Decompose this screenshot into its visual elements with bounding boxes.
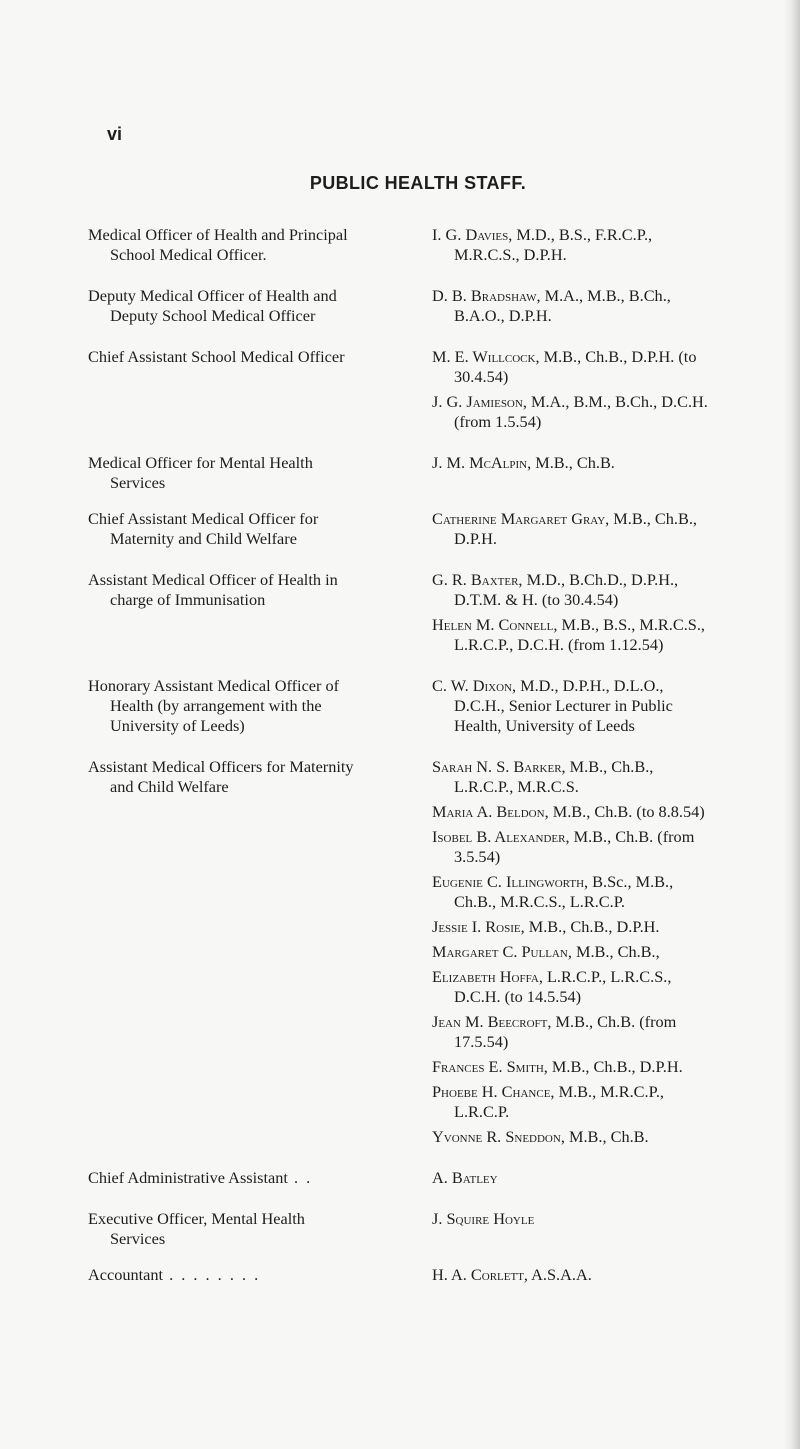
- leader-dots: . .: [287, 1168, 313, 1187]
- role-line: and Child Welfare: [110, 777, 229, 796]
- holder-name: Jessie I. Rosie,: [432, 917, 525, 936]
- holder-name: H. A. Corlett,: [432, 1265, 528, 1284]
- office-holder: [432, 917, 713, 937]
- holder-name: Sarah N. S. Barker,: [432, 757, 566, 776]
- office-holder: [432, 615, 713, 655]
- holder-qualifications: M.B., Ch.B.,: [571, 942, 660, 961]
- holder-name: J. M. McAlpin,: [432, 453, 532, 472]
- holder-qualifications: M.B., Ch.B., D.P.H.: [547, 1057, 683, 1076]
- office-holder: [432, 872, 713, 912]
- office-holders: [420, 757, 713, 1152]
- holder-name: M. E. Willcock,: [432, 347, 540, 366]
- role-title: [88, 347, 420, 367]
- office-holder: [432, 1012, 713, 1052]
- office-holder: [432, 347, 713, 387]
- holder-qualifications: M.D., B.Ch.D., D.P.H., D.T.M. & H. (to 30.4.54): [454, 570, 679, 609]
- holder-name: G. R. Baxter,: [432, 570, 523, 589]
- role-line: Services: [110, 473, 166, 492]
- role-line: School Medical Officer.: [110, 245, 267, 264]
- office-holders: [420, 286, 713, 331]
- office-holders: [420, 676, 713, 741]
- office-holder: [432, 453, 713, 473]
- holder-name: Frances E. Smith,: [432, 1057, 548, 1076]
- office-holder: [432, 392, 713, 432]
- holder-name: Eugenie C. Illingworth,: [432, 872, 589, 891]
- role-title: [88, 286, 420, 326]
- office-holder: [432, 1265, 713, 1285]
- holder-qualifications: M.B., Ch.B.: [531, 453, 615, 472]
- office-holders: [420, 453, 713, 478]
- role-line: Assistant Medical Officers for Maternity: [88, 757, 354, 776]
- staff-row: [88, 225, 713, 270]
- role-line: Maternity and Child Welfare: [110, 529, 297, 548]
- holder-name: C. W. Dixon,: [432, 676, 517, 695]
- office-holders: [420, 509, 713, 554]
- office-holders: [420, 225, 713, 270]
- staff-list: [88, 225, 713, 1306]
- role-line: Chief Assistant Medical Officer for: [88, 509, 319, 528]
- role-line: Services: [110, 1229, 166, 1248]
- role-title: [88, 1265, 420, 1285]
- page-title: PUBLIC HEALTH STAFF.: [309, 173, 527, 193]
- office-holders: [420, 347, 713, 437]
- role-line: Medical Officer of Health and Principal: [88, 225, 348, 244]
- holder-name: Phoebe H. Chance,: [432, 1082, 555, 1101]
- holder-name: Elizabeth Hoffa,: [432, 967, 543, 986]
- holder-name: Helen M. Connell,: [432, 615, 558, 634]
- staff-row: [88, 676, 713, 741]
- office-holder: [432, 757, 713, 797]
- role-line: Accountant: [88, 1265, 164, 1284]
- leader-dots: . . . . . . . .: [163, 1265, 261, 1284]
- holder-name: Margaret C. Pullan,: [432, 942, 572, 961]
- office-holder: [432, 1168, 713, 1188]
- role-title: [88, 225, 420, 265]
- office-holders: [420, 1209, 713, 1234]
- office-holder: [432, 1127, 713, 1147]
- holder-name: Isobel B. Alexander,: [432, 827, 570, 846]
- role-line: Medical Officer for Mental Health: [88, 453, 313, 472]
- role-title: [88, 570, 420, 610]
- holder-name: Catherine Margaret Gray,: [432, 509, 610, 528]
- office-holder: [432, 1209, 713, 1229]
- holder-name: A. Batley: [432, 1168, 498, 1187]
- office-holder: [432, 802, 713, 822]
- holder-qualifications: M.D., D.P.H., D.L.O., D.C.H., Senior Lecturer in Public Health, University of Leeds: [454, 676, 673, 735]
- holder-name: Yvonne R. Sneddon,: [432, 1127, 565, 1146]
- role-title: [88, 1168, 420, 1188]
- holder-qualifications: M.B., Ch.B., D.P.H.: [454, 509, 697, 548]
- role-line: Assistant Medical Officer of Health in: [88, 570, 338, 589]
- staff-row: [88, 1209, 713, 1249]
- office-holder: [432, 676, 713, 736]
- holder-name: J. Squire Hoyle: [432, 1209, 535, 1228]
- office-holder: [432, 1057, 713, 1077]
- role-title: [88, 509, 420, 549]
- holder-qualifications: A.S.A.A.: [528, 1265, 592, 1284]
- role-line: Honorary Assistant Medical Officer of: [88, 676, 340, 695]
- office-holder: [432, 286, 713, 326]
- holder-qualifications: B.Sc., M.B., Ch.B., M.R.C.S., L.R.C.P.: [454, 872, 674, 911]
- holder-name: Jean M. Beecroft,: [432, 1012, 552, 1031]
- role-title: [88, 757, 420, 797]
- role-line: Chief Assistant School Medical Officer: [88, 347, 345, 366]
- role-line: Deputy School Medical Officer: [110, 306, 316, 325]
- staff-row: [88, 509, 713, 554]
- holder-name: I. G. Davies,: [432, 225, 513, 244]
- role-line: charge of Immunisation: [110, 590, 266, 609]
- staff-row: [88, 1265, 713, 1290]
- role-line: Health (by arrangement with the: [110, 696, 322, 715]
- office-holder: [432, 509, 713, 549]
- role-line: Deputy Medical Officer of Health and: [88, 286, 337, 305]
- staff-row: [88, 757, 713, 1152]
- office-holder: [432, 570, 713, 610]
- staff-row: [88, 453, 713, 493]
- office-holder: [432, 942, 713, 962]
- holder-qualifications: M.B., Ch.B. (from 17.5.54): [454, 1012, 677, 1051]
- role-title: [88, 453, 420, 493]
- holder-qualifications: L.R.C.P., L.R.C.S., D.C.H. (to 14.5.54): [454, 967, 672, 1006]
- office-holder: [432, 225, 713, 265]
- holder-qualifications: M.B., Ch.B., D.P.H. (to 30.4.54): [454, 347, 697, 386]
- role-line: University of Leeds): [110, 716, 245, 735]
- office-holder: [432, 967, 713, 1007]
- office-holders: [420, 570, 713, 660]
- holder-qualifications: M.B., Ch.B., D.P.H.: [524, 917, 660, 936]
- office-holders: [420, 1168, 713, 1193]
- staff-row: [88, 1168, 713, 1193]
- holder-name: J. G. Jamieson,: [432, 392, 527, 411]
- role-line: Chief Administrative Assistant: [88, 1168, 288, 1187]
- holder-qualifications: M.B., M.R.C.P., L.R.C.P.: [454, 1082, 664, 1121]
- holder-name: D. B. Bradshaw,: [432, 286, 541, 305]
- holder-qualifications: M.B., Ch.B.: [564, 1127, 649, 1146]
- holder-qualifications: M.A., M.B., B.Ch., B.A.O., D.P.H.: [454, 286, 671, 325]
- holder-qualifications: M.B., B.S., M.R.C.S., L.R.C.P., D.C.H. (from 1.12.54): [454, 615, 705, 654]
- staff-row: [88, 570, 713, 660]
- holder-qualifications: M.B., Ch.B. (from 3.5.54): [454, 827, 695, 866]
- holder-qualifications: M.B., Ch.B., L.R.C.P., M.R.C.S.: [454, 757, 654, 796]
- holder-qualifications: M.B., Ch.B. (to 8.8.54): [548, 802, 705, 821]
- role-title: [88, 676, 420, 736]
- page-edge-shadow: [784, 0, 800, 1449]
- office-holders: [420, 1265, 713, 1290]
- staff-row: [88, 286, 713, 331]
- holder-qualifications: M.A., B.M., B.Ch., D.C.H. (from 1.5.54): [454, 392, 708, 431]
- holder-qualifications: M.D., B.S., F.R.C.P., M.R.C.S., D.P.H.: [454, 225, 653, 264]
- office-holder: [432, 827, 713, 867]
- role-title: [88, 1209, 420, 1249]
- holder-name: Maria A. Beldon,: [432, 802, 549, 821]
- office-holder: [432, 1082, 713, 1122]
- staff-row: [88, 347, 713, 437]
- role-line: Executive Officer, Mental Health: [88, 1209, 305, 1228]
- page-number: vi: [107, 124, 123, 144]
